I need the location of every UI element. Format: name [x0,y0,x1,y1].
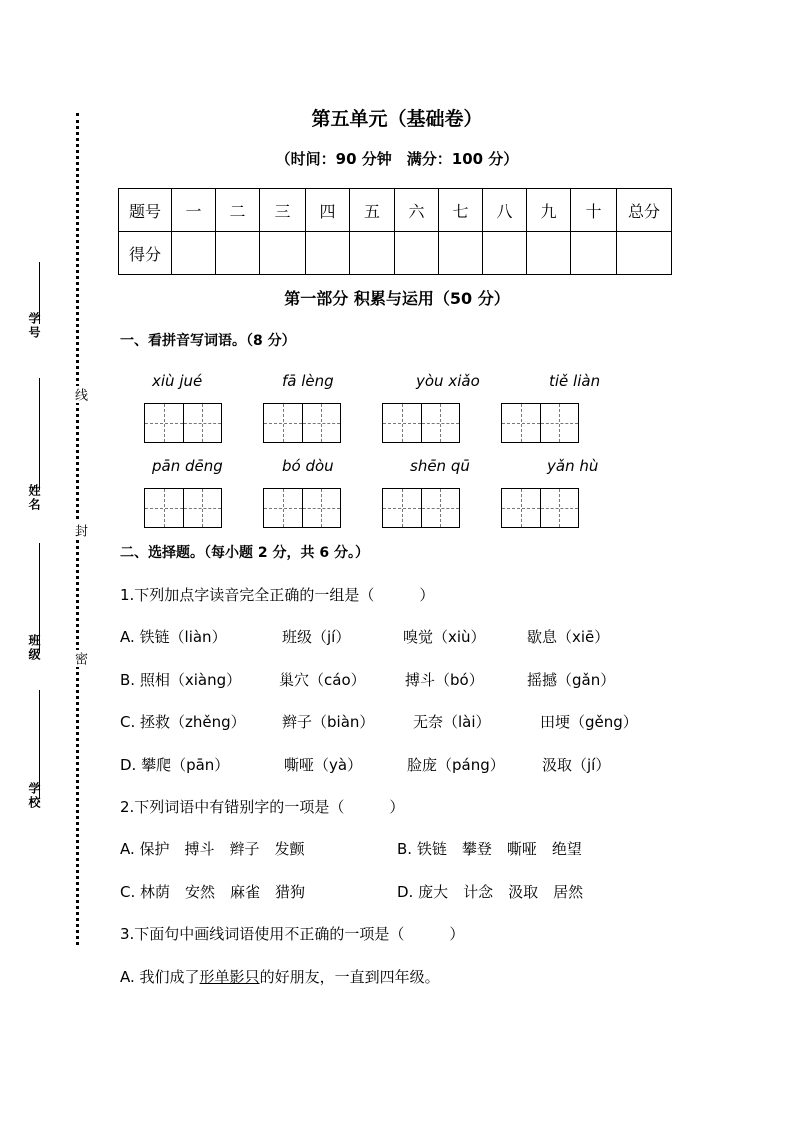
q1-option-a-1: A. 铁链（liàn） [120,628,227,646]
q1-option-d-4: 汲取（jí） [542,756,611,774]
q1-option-d-2: 嘶哑（yà） [284,756,363,774]
exam-info: （时间：90 分钟 满分：100 分） [275,150,519,168]
score-cell[interactable] [571,232,617,275]
pinyin-label: fā lèng [282,372,334,390]
class-label: 班级 [27,634,41,662]
q3-option-a [120,966,440,987]
name-blank [39,378,40,490]
q1-option-b-2: 巢穴（cáo） [279,671,366,689]
q2-option-c: C. 林荫 安然 麻雀 猎狗 [120,883,306,901]
cut-mark-seal: 封 [72,524,87,537]
pinyin-label: bó dòu [282,457,334,475]
score-header-cell: 九 [527,189,571,232]
name-label: 姓名 [27,484,41,512]
writing-grid[interactable] [144,403,222,443]
q1-option-a-4: 歇息（xiē） [527,628,610,646]
score-header-cell: 一 [172,189,216,232]
q1-option-b-3: 搏斗（bó） [405,671,484,689]
writing-grid[interactable] [501,403,579,443]
cut-mark-secret: 密 [72,652,87,665]
score-header-cell: 七 [439,189,483,232]
score-table [118,188,672,275]
school-label: 学校 [27,782,41,810]
score-header-cell: 六 [395,189,439,232]
score-cell[interactable] [172,232,216,275]
question-3-stem: 3.下面句中画线词语使用不正确的一项是（ ） [120,925,465,943]
score-cell[interactable] [350,232,395,275]
score-header-cell: 五 [350,189,395,232]
score-header-cell: 题号 [119,189,172,232]
score-cell[interactable] [260,232,306,275]
q1-option-b-4: 摇撼（gǎn） [527,671,616,689]
pinyin-label: pān dēng [152,457,223,475]
score-table-score-row [119,232,672,275]
score-header-cell: 十 [571,189,617,232]
q1-option-c-1: C. 拯救（zhěng） [120,713,246,731]
pinyin-label: shēn qū [410,457,470,475]
question-2-stem: 2.下列词语中有错别字的一项是（ ） [120,798,405,816]
score-header-cell: 总分 [617,189,672,232]
score-header-cell: 四 [306,189,350,232]
score-header-cell: 二 [216,189,260,232]
pinyin-label: yǎn hù [547,457,599,475]
score-table-header-row [119,189,672,232]
q2-option-a: A. 保护 搏斗 辫子 发颤 [120,840,305,858]
writing-grid[interactable] [263,403,341,443]
pinyin-label: tiě liàn [549,372,601,390]
score-cell[interactable] [439,232,483,275]
score-header-cell: 八 [483,189,527,232]
section1-heading: 一、看拼音写词语。（8 分） [120,333,296,349]
score-cell[interactable] [617,232,672,275]
part1-title: 第一部分 积累与运用（50 分） [284,289,510,308]
score-header-cell: 三 [260,189,306,232]
score-cell[interactable] [483,232,527,275]
writing-grid[interactable] [382,403,460,443]
writing-grid[interactable] [382,488,460,528]
q1-option-c-2: 辫子（biàn） [282,713,375,731]
score-cell[interactable] [527,232,571,275]
q3-option-a-prefix: A. 我们成了 [120,968,200,986]
cut-mark-line: 线 [72,388,87,401]
q2-option-b: B. 铁链 攀登 嘶哑 绝望 [397,840,582,858]
q1-option-d-3: 脸庞（páng） [407,756,505,774]
q3-underlined-phrase: 形单影只 [199,968,260,986]
score-row-label: 得分 [119,232,172,275]
score-cell[interactable] [216,232,260,275]
score-cell[interactable] [395,232,439,275]
q1-option-a-2: 班级（jí） [282,628,351,646]
q1-option-d-1: D. 攀爬（pān） [120,756,230,774]
q1-option-c-4: 田埂（gěng） [540,713,638,731]
question-1-stem: 1.下列加点字读音完全正确的一组是（ ） [120,586,435,604]
section2-heading: 二、选择题。（每小题 2 分，共 6 分。） [120,545,369,561]
q1-option-c-3: 无奈（lài） [413,713,491,731]
writing-grid[interactable] [501,488,579,528]
pinyin-label: yòu xiǎo [416,372,480,390]
pinyin-label: xiù jué [152,372,203,390]
writing-grid[interactable] [144,488,222,528]
page-title: 第五单元（基础卷） [311,108,483,130]
student-id-label: 学号 [27,312,41,340]
writing-grid[interactable] [263,488,341,528]
q1-option-a-3: 嗅觉（xiù） [403,628,486,646]
q3-option-a-suffix: 的好朋友，一直到四年级。 [259,968,440,986]
q2-option-d: D. 庞大 计念 汲取 居然 [397,883,584,901]
q1-option-b-1: B. 照相（xiàng） [120,671,242,689]
score-cell[interactable] [306,232,350,275]
